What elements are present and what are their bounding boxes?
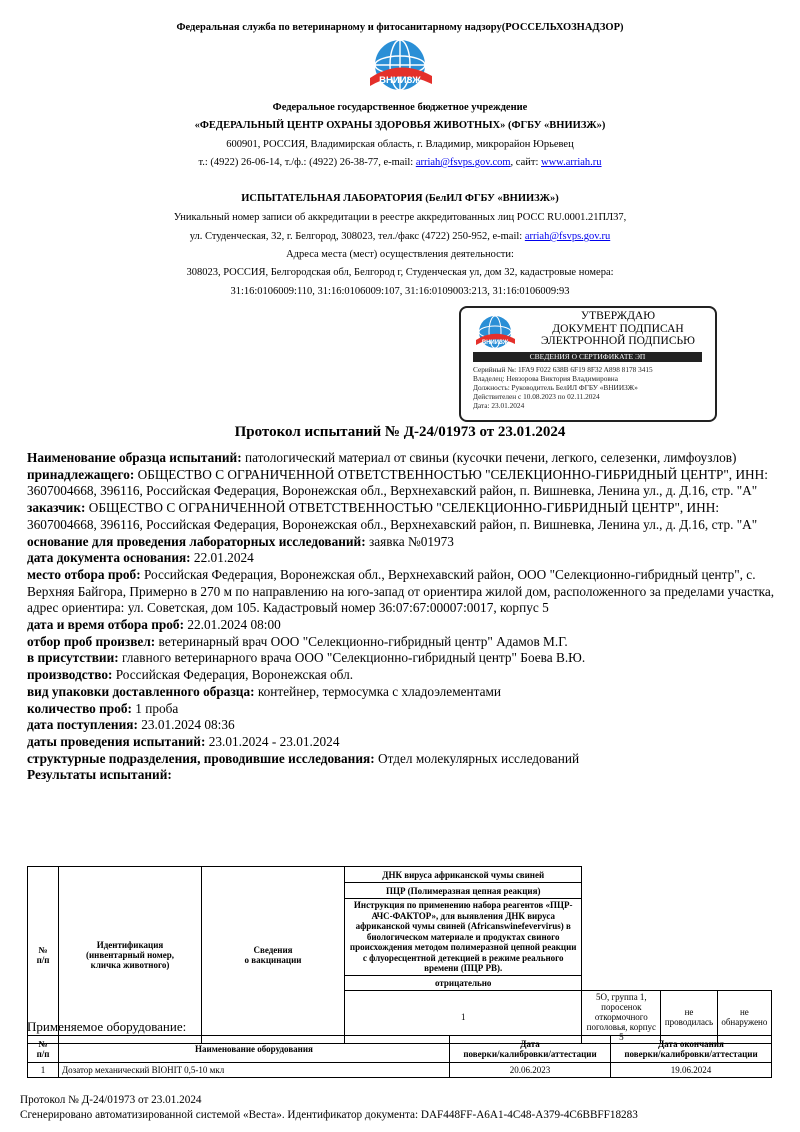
lab-accreditation: Уникальный номер записи об аккредитации в реестре аккредитованных лиц РОСС RU.0001.21ПЛ37,	[173, 212, 627, 223]
page-footer	[20, 1093, 638, 1122]
equipment-table	[27, 1035, 772, 1078]
equip-h-num: № п/п	[28, 1036, 59, 1063]
stamp-cert-bar: СВЕДЕНИЯ О СЕРТИФИКАТЕ ЭП	[473, 352, 702, 362]
field-witness: в присутствии: главного ветеринарного врача ООО "Селекционно-гибридный центр" Боева В.Ю.	[27, 650, 586, 666]
results-h-dna: ДНК вируса африканской чумы свиней	[345, 867, 582, 883]
stamp-logo-text: ВНИИЗЖ	[481, 340, 509, 346]
field-sampling-datetime: дата и время отбора проб: 22.01.2024 08:00	[27, 617, 281, 633]
result-id: 5О, группа 1, поросенок откормочного поголовья, корпус 5	[582, 990, 661, 1043]
site-prefix: , сайт:	[510, 157, 541, 168]
stamp-valid: Действителен с 10.08.2023 по 02.11.2024	[473, 392, 600, 401]
results-table	[27, 866, 772, 1044]
field-basis-date: дата документа основания: 22.01.2024	[27, 550, 254, 566]
result-value: не обнаружено	[717, 990, 771, 1043]
results-h-pcr: ПЦР (Полимеразная цепная реакция)	[345, 883, 582, 899]
table-row	[28, 1063, 772, 1078]
field-sample-name: Наименование образца испытаний: патологический материал от свиньи (кусочки печени, легкого, селезенки, лимфоузлов)	[27, 450, 737, 465]
field-sampling-place: место отбора проб: Российская Федерация, Воронежская обл., Верхнехавский район, ООО "Селекционно-гибридный центр", с. Верхняя Байгора, Примерно в 270 м по направлению на юго-запад от ориентира жилой дом, расположенного за пределами участка, адрес ориентира: ул. Советская, дом 105. Кадастровый номер 36:07:67:00007:0017, корпус 5	[27, 566, 775, 616]
field-departments: структурные подразделения, проводившие исследования: Отдел молекулярных исследований	[27, 750, 580, 766]
field-test-dates: даты проведения испытаний: 23.01.2024 - 23.01.2024	[27, 733, 340, 749]
results-col-vacc: Сведения о вакцинации	[202, 867, 345, 1044]
e-signature-stamp	[459, 306, 717, 422]
protocol-title: Протокол испытаний № Д-24/01973 от 23.01.2024	[234, 424, 566, 440]
lab-places-title: Адреса места (мест) осуществления деятельности:	[286, 249, 514, 260]
lab-address-text: ул. Студенческая, 32, г. Белгород, 308023, тел./факс (4722) 250-952, e-mail:	[189, 231, 525, 242]
stamp-owner: Владелец: Невзорова Виктория Владимировна	[473, 374, 618, 383]
field-sampler: отбор проб произвел: ветеринарный врач ООО "Селекционно-гибридный центр" Адамов М.Г.	[27, 633, 568, 649]
results-h-norm: отрицательно	[345, 975, 582, 990]
institution-type: Федеральное государственное бюджетное учреждение	[272, 102, 528, 113]
stamp-date: Дата: 23.01.2024	[473, 401, 525, 410]
footer-protocol: Протокол № Д-24/01973 от 23.01.2024	[20, 1094, 202, 1106]
institution-email-link[interactable]: arriah@fsvps.gov.com	[415, 157, 511, 168]
stamp-logo	[473, 314, 517, 352]
lab-title: ИСПЫТАТЕЛЬНАЯ ЛАБОРАТОРИЯ (БелИЛ ФГБУ «ВНИИЗЖ»)	[241, 193, 559, 204]
institution-contacts	[0, 157, 800, 168]
protocol-fields	[27, 450, 775, 784]
footer-generated: Сгенерировано автоматизированной системой «Веста». Идентификатор документа: DAF448FF-A6A1-4C48-A379-4C6BBFF18283	[20, 1108, 638, 1121]
results-title: Результаты испытаний:	[27, 767, 172, 783]
field-production: производство: Российская Федерация, Воронежская обл.	[27, 667, 354, 683]
equipment-label: Применяемое оборудование:	[27, 1019, 187, 1034]
stamp-title-1: УТВЕРЖДАЮ	[580, 310, 656, 322]
stamp-title	[525, 310, 711, 348]
logo-text: ВНИИЗЖ	[379, 75, 421, 86]
institution-site-link[interactable]: www.arriah.ru	[541, 157, 602, 168]
lab-email-link[interactable]: arriah@fsvps.gov.ru	[524, 231, 611, 242]
lab-places-line2: 31:16:0106009:110, 31:16:0106009:107, 31:16:0109003:213, 31:16:0106009:93	[230, 286, 570, 297]
stamp-serial: Серийный №: 1FA9 F022 638B 6F19 8F32 A898 8178 3415	[473, 365, 653, 374]
equip-name: Дозатор механический BIOHIT 0,5-10 мкл	[59, 1063, 450, 1078]
equip-num: 1	[28, 1063, 59, 1078]
vniizh-logo	[362, 38, 438, 96]
lab-places-line1: 308023, РОССИЯ, Белгородская обл, Белгород г, Студенческая ул, дом 32, кадастровые номера:	[186, 267, 614, 278]
field-basis: основание для проведения лабораторных исследований: заявка №01973	[27, 533, 454, 549]
equip-h-name: Наименование оборудования	[59, 1036, 450, 1063]
results-h-method: Инструкция по применению набора реагентов «ПЦР-АЧС-ФАКТОР», для выявления ДНК вируса африканской чумы свиней (Africanswinefevervirus) в биологическом материале и продуктах свиного происхождения методом полимеразной цепной реакции с флуоресцентной детекцией в режиме реального времени (ПЦР РВ).	[345, 899, 582, 976]
equip-h-date: Дата поверки/калибровки/аттестации	[450, 1036, 611, 1063]
result-vacc: не проводилась	[661, 990, 717, 1043]
equip-h-end: Дата окончания поверки/калибровки/аттестации	[611, 1036, 772, 1063]
stamp-title-3: ЭЛЕКТРОННОЙ ПОДПИСЬЮ	[541, 335, 695, 347]
result-num: 1	[345, 990, 582, 1043]
contacts-text: т.: (4922) 26-06-14, т./ф.: (4922) 26-38-77, e-mail:	[198, 157, 416, 168]
results-col-id: Идентификация (инвентарный номер, кличка животного)	[59, 867, 202, 1044]
field-packaging: вид упаковки доставленного образца: контейнер, термосумка с хладоэлементами	[27, 683, 502, 699]
stamp-title-2: ДОКУМЕНТ ПОДПИСАН	[552, 322, 684, 335]
field-receipt-date: дата поступления: 23.01.2024 08:36	[27, 717, 235, 733]
field-customer: заказчик: ОБЩЕСТВО С ОГРАНИЧЕННОЙ ОТВЕТСТВЕННОСТЬЮ "СЕЛЕКЦИОННО-ГИБРИДНЫЙ ЦЕНТР", ИНН: 3607004668, 396116, Российская Федерация, Воронежская обл., Верхнехавский район, п. Вишневка, Ленина ул., д. Д.16, стр. "А"	[27, 500, 758, 532]
equip-end: 19.06.2024	[611, 1063, 772, 1078]
stamp-position: Должность: Руководитель БелИЛ ФГБУ «ВНИИЗЖ»	[473, 383, 638, 392]
institution-name: «ФЕДЕРАЛЬНЫЙ ЦЕНТР ОХРАНЫ ЗДОРОВЬЯ ЖИВОТНЫХ» (ФГБУ «ВНИИЗЖ»)	[194, 120, 606, 131]
equip-date: 20.06.2023	[450, 1063, 611, 1078]
field-owner: принадлежащего: ОБЩЕСТВО С ОГРАНИЧЕННОЙ ОТВЕТСТВЕННОСТЬЮ "СЕЛЕКЦИОННО-ГИБРИДНЫЙ ЦЕНТР", ИНН: 3607004668, 396116, Российская Федерация, Воронежская обл., Верхнехавский район, п. Вишневка, Ленина ул., д. Д.16, стр. "А"	[27, 466, 768, 499]
institution-address: 600901, РОССИЯ, Владимирская область, г. Владимир, микрорайон Юрьевец	[226, 139, 574, 150]
lab-address	[0, 231, 800, 242]
agency-name: Федеральная служба по ветеринарному и фитосанитарному надзору(РОССЕЛЬХОЗНАДЗОР)	[176, 22, 624, 33]
results-col-num: № п/п	[28, 867, 59, 1044]
field-sample-count: количество проб: 1 проба	[27, 700, 179, 716]
